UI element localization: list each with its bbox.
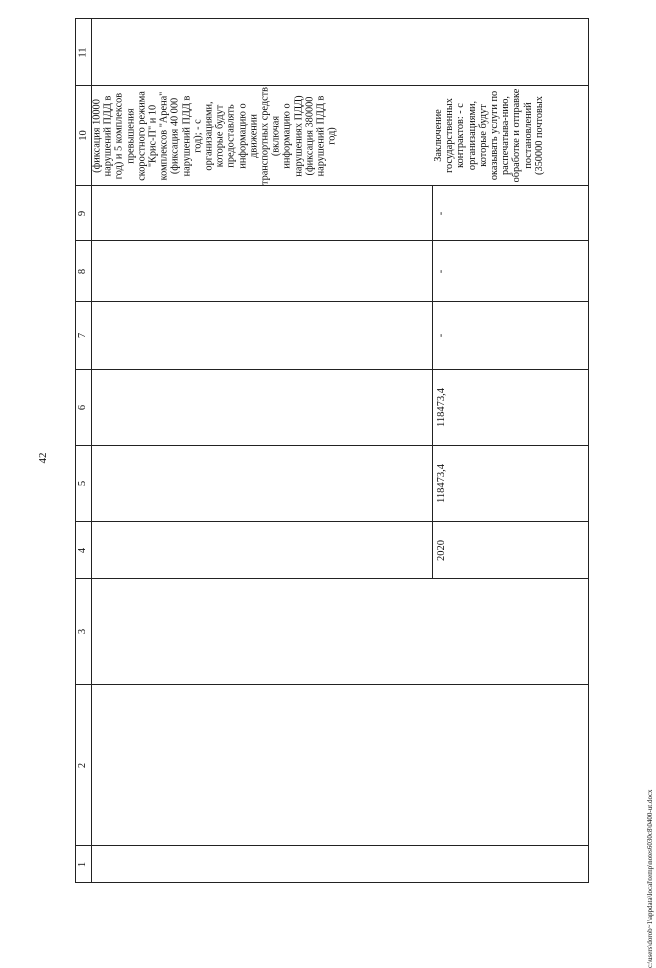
header-col-8: 8 (77, 268, 89, 274)
header-col-6: 6 (77, 404, 89, 411)
row1-col10-text: (фиксация 10000 нарушений ПДД в год) и 5 комплексов превышения скоростного режима "Крис-П" и 10 комплексов "Арена" (фиксация 40 000 нарушений ПДД в год); - с организациями, которые будут предоставлять информацию о движении транспортных средств (включая информацию о нарушениях ПДД) (фиксация 380000 нарушений ПДД в год) (91, 86, 338, 186)
footer-file-path: c:\users\dorob~1\appdata\local\temp\notes6030c8\0400-ut.docx (646, 789, 654, 968)
row2-year: 2020 (435, 539, 447, 561)
table (75, 18, 589, 883)
col-sep-4-5 (75, 521, 589, 522)
row2-amount-col5: 118473,4 (435, 464, 447, 503)
col-sep-8-9 (75, 240, 589, 241)
header-col-7: 7 (77, 332, 89, 339)
col-sep-2-3 (75, 684, 589, 685)
row2-amount-col6: 118473,4 (435, 388, 447, 427)
header-col-9: 9 (77, 210, 89, 216)
col-sep-7-8 (75, 301, 589, 302)
row1-col10-cell (92, 86, 432, 185)
col-sep-5-6 (75, 445, 589, 446)
row2-col10-cell (433, 86, 588, 185)
col-sep-6-7 (75, 369, 589, 370)
row2-col10-text: Заключение государственных контрактов: - с организациями, которые будут оказывать услуги по распечатыва-нию, обработке и отправке постановлений (350000 почтовых (433, 88, 545, 183)
header-col-3: 3 (77, 628, 89, 635)
table-border-right (588, 18, 589, 883)
header-col-5: 5 (77, 480, 89, 487)
row2-col7: - (435, 333, 447, 338)
col-sep-1-2 (75, 845, 589, 846)
col-sep-3-4 (75, 578, 589, 579)
header-col-11: 11 (77, 46, 89, 58)
header-col-4: 4 (77, 547, 89, 553)
header-col-2: 2 (77, 762, 89, 768)
table-border-top (75, 18, 589, 19)
header-col-10: 10 (77, 130, 89, 141)
page-number: 42 (37, 452, 49, 464)
row2-col8: - (435, 269, 447, 273)
header-col-1: 1 (77, 861, 89, 867)
table-border-bottom (75, 882, 589, 883)
row2-col9: - (435, 211, 447, 215)
